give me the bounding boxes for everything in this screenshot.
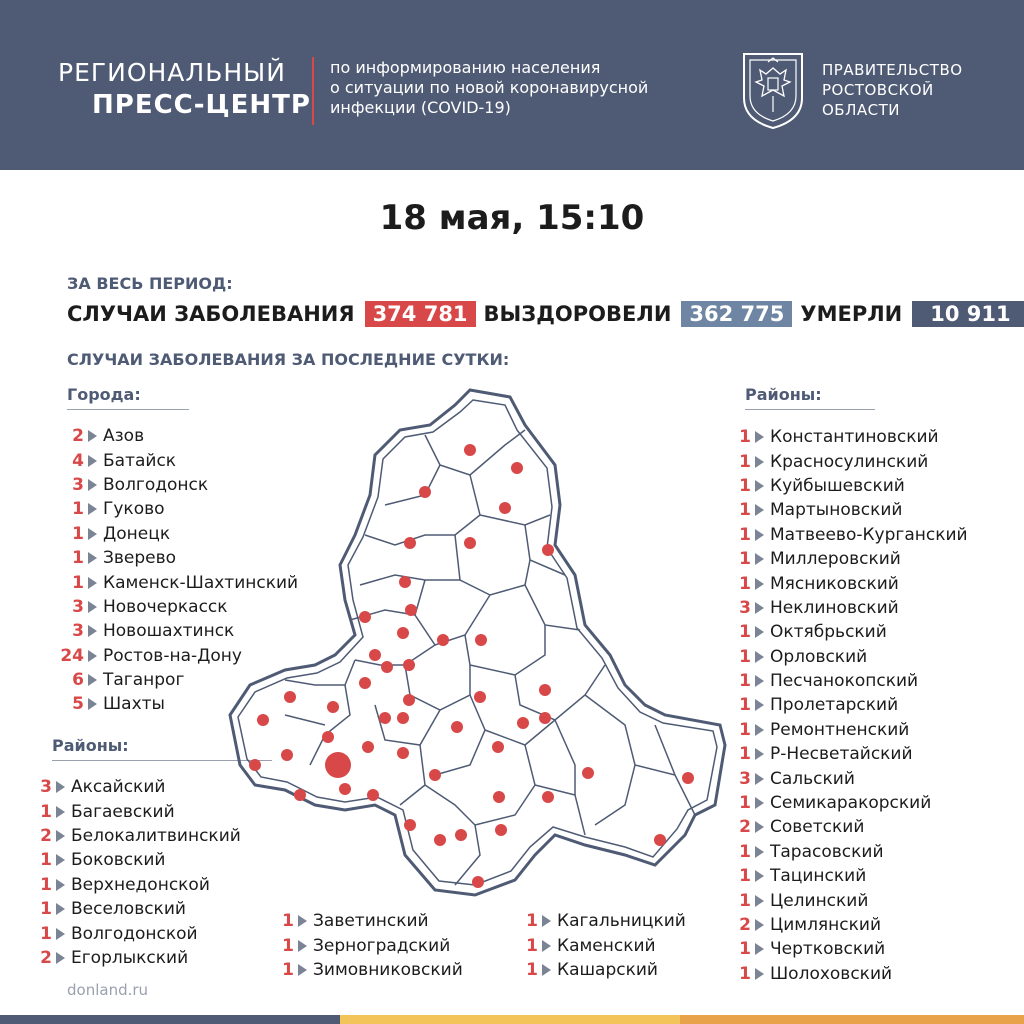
place-name: Матвеево-Курганский — [770, 524, 968, 545]
place-name: Миллеровский — [770, 549, 901, 570]
case-count: 1 — [526, 935, 538, 956]
place-name: Р-Несветайский — [770, 744, 913, 765]
case-count: 1 — [739, 719, 751, 740]
arrow-right-icon — [88, 455, 97, 467]
case-count: 1 — [40, 899, 52, 920]
case-count: 3 — [739, 768, 751, 789]
arrow-right-icon — [88, 503, 97, 515]
arrow-right-icon — [755, 456, 764, 468]
case-marker — [464, 537, 476, 549]
case-marker-rostov — [325, 752, 351, 778]
case-marker — [451, 721, 463, 733]
list-item — [735, 962, 968, 986]
arrow-right-icon — [88, 601, 97, 613]
place-name: Советский — [770, 817, 865, 838]
place-name: Цимлянский — [770, 915, 881, 935]
list-item — [735, 474, 968, 498]
place-name: Каменский — [557, 935, 656, 956]
list-item — [735, 815, 968, 839]
place-name: Тарасовский — [770, 841, 884, 862]
arrow-right-icon — [88, 577, 97, 589]
case-marker — [405, 604, 417, 616]
case-count: 2 — [739, 817, 751, 838]
place-name: Целинский — [770, 890, 869, 911]
districts-right-list — [735, 425, 968, 986]
case-marker — [359, 611, 371, 623]
case-marker — [455, 829, 467, 841]
case-count: 1 — [72, 523, 84, 544]
arrow-right-icon — [755, 943, 764, 955]
arrow-right-icon — [56, 854, 65, 866]
cities-title: Города: — [67, 385, 141, 404]
list-item — [735, 766, 968, 790]
case-count: 1 — [739, 671, 751, 692]
case-count: 1 — [72, 572, 84, 593]
case-marker — [542, 791, 554, 803]
list-item — [278, 958, 463, 982]
list-item — [735, 718, 968, 742]
arrow-right-icon — [755, 675, 764, 687]
period-label: ЗА ВЕСЬ ПЕРИОД: — [67, 274, 233, 293]
bottom-color-bar — [0, 1015, 1024, 1024]
case-marker — [404, 537, 416, 549]
place-name: Семикаракорский — [770, 793, 932, 814]
list-item — [36, 897, 241, 921]
place-name: Батайск — [103, 450, 177, 471]
case-count: 1 — [282, 935, 294, 956]
arrow-right-icon — [88, 674, 97, 686]
list-item — [735, 449, 968, 473]
government-name-line: ПРАВИТЕЛЬСТВО — [822, 61, 963, 79]
place-name: Ремонтненский — [770, 719, 910, 740]
header-description-line: о ситуации по новой коронавирусной — [330, 78, 649, 97]
bottom-bar-segment — [680, 1015, 1024, 1024]
place-name: Заветинский — [313, 911, 429, 932]
list-item — [735, 742, 968, 766]
list-item — [735, 669, 968, 693]
place-name: Донецк — [103, 523, 171, 544]
district-borders — [285, 430, 695, 885]
case-count: 6 — [72, 670, 84, 691]
case-marker — [511, 462, 523, 474]
case-count: 1 — [282, 911, 294, 932]
list-item — [735, 840, 968, 864]
place-name: Верхнедонской — [71, 874, 210, 895]
case-count: 1 — [739, 793, 751, 814]
place-name: Куйбышевский — [770, 475, 905, 496]
list-item — [735, 645, 968, 669]
case-count: 1 — [739, 622, 751, 643]
site-link[interactable]: donland.ru — [67, 981, 149, 999]
list-item — [36, 799, 241, 823]
case-count: 1 — [40, 801, 52, 822]
list-item — [36, 946, 241, 970]
case-marker — [474, 691, 486, 703]
place-name: Каменск-Шахтинский — [103, 572, 299, 593]
list-item — [735, 571, 968, 595]
recovered-value: 362 775 — [681, 301, 792, 327]
government-name-line: ОБЛАСТИ — [822, 101, 900, 119]
place-name: Кагальницкий — [557, 911, 686, 932]
districts-mid2-list — [522, 909, 686, 982]
case-marker — [257, 714, 269, 726]
arrow-right-icon — [56, 903, 65, 915]
place-name: Веселовский — [71, 899, 186, 920]
arrow-right-icon — [755, 626, 764, 638]
case-count: 2 — [739, 915, 751, 935]
brand-title-line1: РЕГИОНАЛЬНЫЙ — [58, 58, 286, 87]
list-item — [735, 913, 968, 937]
arrow-right-icon — [298, 940, 307, 952]
arrow-right-icon — [755, 578, 764, 590]
case-count: 4 — [72, 450, 84, 471]
case-marker — [464, 444, 476, 456]
report-date: 18 мая, 15:10 — [379, 198, 645, 238]
case-count: 2 — [72, 426, 84, 447]
case-count: 1 — [739, 549, 751, 570]
case-count: 1 — [739, 646, 751, 667]
recovered-label: ВЫЗДОРОВЕЛИ — [483, 302, 672, 326]
arrow-right-icon — [755, 553, 764, 565]
arrow-right-icon — [755, 431, 764, 443]
arrow-right-icon — [755, 870, 764, 882]
case-marker — [381, 661, 393, 673]
districts-left-title: Районы: — [52, 736, 129, 755]
list-item — [36, 873, 241, 897]
arrow-right-icon — [88, 528, 97, 540]
case-count: 2 — [40, 825, 52, 846]
case-marker — [542, 544, 554, 556]
case-marker — [284, 691, 296, 703]
districts-left-list — [36, 775, 241, 970]
list-item — [36, 824, 241, 848]
list-item — [36, 775, 241, 799]
case-count: 1 — [739, 500, 751, 521]
daily-label: СЛУЧАИ ЗАБОЛЕВАНИЯ ЗА ПОСЛЕДНИЕ СУТКИ: — [67, 350, 510, 369]
case-marker — [359, 677, 371, 689]
arrow-right-icon — [88, 552, 97, 564]
arrow-right-icon — [755, 602, 764, 614]
place-name: Орловский — [770, 646, 868, 667]
case-count: 1 — [739, 524, 751, 545]
case-marker — [362, 741, 374, 753]
case-marker — [499, 502, 511, 514]
list-item — [278, 933, 463, 957]
case-count: 1 — [72, 548, 84, 569]
header-description-line: по информированию населения — [330, 58, 601, 77]
place-name: Песчанокопский — [770, 671, 919, 692]
list-item — [735, 937, 968, 961]
government-name-line: РОСТОВСКОЙ — [822, 81, 934, 99]
arrow-right-icon — [542, 915, 551, 927]
case-count: 3 — [72, 474, 84, 495]
case-marker — [582, 767, 594, 779]
case-count: 1 — [526, 911, 538, 932]
place-name: Азов — [103, 426, 145, 447]
place-name: Шахты — [103, 694, 165, 715]
list-item — [36, 848, 241, 872]
list-item — [735, 498, 968, 522]
case-marker — [539, 712, 551, 724]
header-banner — [0, 0, 1024, 170]
place-name: Сальский — [770, 768, 855, 789]
arrow-right-icon — [755, 480, 764, 492]
case-marker — [492, 741, 504, 753]
case-count: 3 — [72, 596, 84, 617]
place-name: Неклиновский — [770, 597, 899, 618]
place-name: Волгодонск — [103, 474, 209, 495]
list-item — [735, 596, 968, 620]
case-count: 3 — [72, 621, 84, 642]
place-name: Багаевский — [71, 801, 175, 822]
list-item — [522, 958, 686, 982]
cities-title-underline — [67, 409, 189, 410]
arrow-right-icon — [88, 650, 97, 662]
case-count: 5 — [72, 694, 84, 715]
case-count: 1 — [72, 499, 84, 520]
arrow-right-icon — [88, 430, 97, 442]
list-item — [522, 933, 686, 957]
case-count: 1 — [40, 874, 52, 895]
place-name: Шолоховский — [770, 963, 893, 984]
list-item — [735, 620, 968, 644]
case-marker — [397, 712, 409, 724]
case-count: 1 — [40, 923, 52, 944]
place-name: Зимовниковский — [313, 959, 463, 980]
arrow-right-icon — [56, 781, 65, 793]
case-count: 1 — [526, 959, 538, 980]
case-count: 3 — [40, 777, 52, 798]
case-count: 1 — [739, 695, 751, 716]
list-item — [735, 547, 968, 571]
header-divider — [312, 57, 314, 125]
list-item — [735, 693, 968, 717]
case-marker — [379, 712, 391, 724]
case-marker — [539, 684, 551, 696]
case-marker — [403, 694, 415, 706]
place-name: Аксайский — [71, 777, 166, 798]
case-marker — [403, 659, 415, 671]
case-marker — [369, 649, 381, 661]
case-count: 2 — [40, 947, 52, 968]
coat-of-arms-icon — [738, 50, 808, 130]
place-name: Красносулинский — [770, 451, 929, 472]
arrow-right-icon — [755, 504, 764, 516]
place-name: Чертковский — [770, 939, 886, 960]
case-marker — [367, 789, 379, 801]
place-name: Волгодонской — [71, 923, 198, 944]
case-marker — [281, 749, 293, 761]
government-name — [822, 60, 963, 120]
deaths-label: УМЕРЛИ — [800, 302, 903, 326]
case-marker — [654, 834, 666, 846]
case-marker — [475, 634, 487, 646]
place-name: Белокалитвинский — [71, 825, 241, 846]
cases-value: 374 781 — [365, 301, 476, 327]
header-description — [330, 58, 648, 118]
case-marker — [249, 759, 261, 771]
place-name: Новочеркасск — [103, 596, 228, 617]
place-name: Новошахтинск — [103, 621, 235, 642]
place-name: Кашарский — [557, 959, 658, 980]
case-count: 1 — [739, 427, 751, 448]
list-item — [36, 921, 241, 945]
place-name: Мартыновский — [770, 500, 903, 521]
arrow-right-icon — [56, 806, 65, 818]
case-marker — [294, 789, 306, 801]
case-count: 1 — [739, 451, 751, 472]
place-name: Пролетарский — [770, 695, 899, 716]
case-count: 1 — [739, 963, 751, 984]
districts-right-underline — [745, 409, 875, 410]
case-marker — [429, 769, 441, 781]
case-marker — [404, 819, 416, 831]
case-count: 1 — [739, 890, 751, 911]
arrow-right-icon — [755, 529, 764, 541]
case-marker — [495, 824, 507, 836]
place-name: Константиновский — [770, 427, 939, 448]
list-item — [522, 909, 686, 933]
arrow-right-icon — [88, 479, 97, 491]
arrow-right-icon — [755, 724, 764, 736]
arrow-right-icon — [56, 830, 65, 842]
place-name: Таганрог — [103, 670, 185, 691]
arrow-right-icon — [542, 940, 551, 952]
arrow-right-icon — [542, 964, 551, 976]
header-description-line: инфекции (COVID-19) — [330, 98, 511, 117]
case-count: 1 — [40, 850, 52, 871]
case-count: 3 — [739, 597, 751, 618]
case-marker — [472, 876, 484, 888]
districts-right-title: Районы: — [745, 385, 822, 404]
arrow-right-icon — [755, 846, 764, 858]
place-name: Мясниковский — [770, 573, 899, 594]
place-name: Тацинский — [770, 866, 867, 887]
case-count: 24 — [60, 645, 84, 666]
brand-title-line2: ПРЕСС-ЦЕНТР — [92, 90, 311, 120]
list-item — [278, 909, 463, 933]
case-marker — [397, 747, 409, 759]
place-name: Гуково — [103, 499, 165, 520]
arrow-right-icon — [755, 968, 764, 980]
list-item — [735, 425, 968, 449]
districts-mid1-list — [278, 909, 463, 982]
case-count: 1 — [282, 959, 294, 980]
place-name: Ростов-на-Дону — [103, 645, 242, 666]
arrow-right-icon — [755, 919, 764, 931]
case-marker — [434, 834, 446, 846]
cases-label: СЛУЧАИ ЗАБОЛЕВАНИЯ — [67, 302, 355, 326]
case-marker — [493, 791, 505, 803]
place-name: Боковский — [71, 850, 166, 871]
bottom-bar-segment — [0, 1015, 340, 1024]
arrow-right-icon — [755, 895, 764, 907]
case-count: 1 — [739, 841, 751, 862]
case-marker — [339, 783, 351, 795]
deaths-value: 10 911 — [912, 301, 1024, 327]
case-count: 1 — [739, 939, 751, 960]
case-marker — [322, 731, 334, 743]
case-marker — [682, 772, 694, 784]
arrow-right-icon — [755, 699, 764, 711]
case-count: 1 — [739, 573, 751, 594]
arrow-right-icon — [88, 698, 97, 710]
place-name: Октябрьский — [770, 622, 887, 643]
arrow-right-icon — [298, 964, 307, 976]
list-item — [735, 523, 968, 547]
arrow-right-icon — [755, 651, 764, 663]
bottom-bar-segment — [340, 1015, 680, 1024]
arrow-right-icon — [298, 915, 307, 927]
case-count: 1 — [739, 866, 751, 887]
case-marker — [517, 717, 529, 729]
arrow-right-icon — [56, 928, 65, 940]
place-name: Егорлыкский — [71, 947, 189, 968]
region-map — [225, 385, 735, 905]
arrow-right-icon — [88, 625, 97, 637]
case-marker — [327, 701, 339, 713]
arrow-right-icon — [755, 821, 764, 833]
case-count: 1 — [739, 475, 751, 496]
case-marker — [419, 486, 431, 498]
place-name: Зерноградский — [313, 935, 451, 956]
place-name: Зверево — [103, 548, 177, 569]
list-item — [735, 791, 968, 815]
arrow-right-icon — [56, 952, 65, 964]
list-item — [735, 864, 968, 888]
arrow-right-icon — [755, 773, 764, 785]
totals-row — [67, 299, 1024, 329]
case-marker — [397, 627, 409, 639]
case-marker — [399, 576, 411, 588]
case-marker — [437, 634, 449, 646]
list-item — [735, 888, 968, 912]
case-count: 1 — [739, 744, 751, 765]
arrow-right-icon — [56, 879, 65, 891]
arrow-right-icon — [755, 748, 764, 760]
arrow-right-icon — [755, 797, 764, 809]
